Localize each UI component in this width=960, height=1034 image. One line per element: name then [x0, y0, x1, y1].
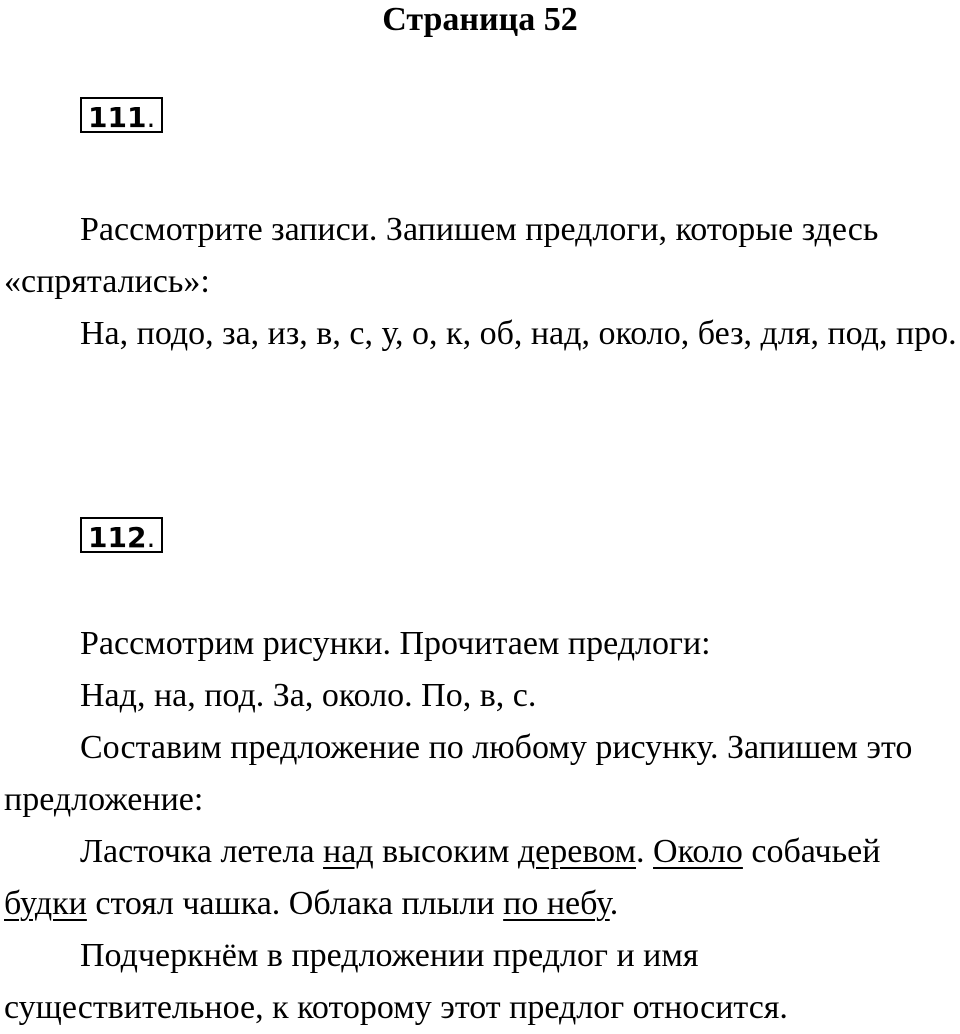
exercise-111-text: [4, 204, 960, 360]
sentence-text: .: [609, 885, 619, 922]
exercise-number-dot: .: [146, 101, 156, 134]
paragraph: Подчеркнём в предложении предлог и имя существительное, к которому этот предлог относится.: [4, 937, 788, 1026]
exercise-112-text: [4, 618, 960, 1034]
sentence-text: высоким: [373, 833, 518, 870]
exercise-112-number: [80, 517, 163, 553]
sentence-text: стоял чашка. Облака плыли: [86, 885, 504, 922]
underlined-preposition: над: [323, 833, 374, 870]
underlined-noun: деревом: [517, 833, 637, 870]
paragraph: Над, на, под. За, около. По, в, с.: [80, 677, 537, 714]
underlined-preposition-noun: по небу: [503, 885, 610, 922]
exercise-number-text: 111: [88, 101, 147, 134]
paragraph: Рассмотрите записи. Запишем предлоги, которые здесь «спрятались»:: [4, 211, 879, 300]
paragraph: На, подо, за, из, в, с, у, о, к, об, над, около, без, для, под, про.: [80, 315, 957, 352]
exercise-number-text: 112: [88, 521, 147, 554]
exercise-number-dot: .: [146, 521, 156, 554]
exercise-111-number: [80, 97, 163, 133]
paragraph: Составим предложение по любому рисунку. Запишем это предложение:: [4, 729, 913, 818]
page-title: Страница 52: [382, 1, 578, 38]
sentence-text: Ласточка летела: [80, 833, 324, 870]
underlined-noun: будки: [4, 885, 87, 922]
paragraph: Рассмотрим рисунки. Прочитаем предлоги:: [80, 625, 711, 662]
sentence-text: .: [636, 833, 654, 870]
example-sentence: [4, 826, 960, 930]
sentence-text: собачьей: [742, 833, 881, 870]
underlined-preposition: Около: [653, 833, 743, 870]
